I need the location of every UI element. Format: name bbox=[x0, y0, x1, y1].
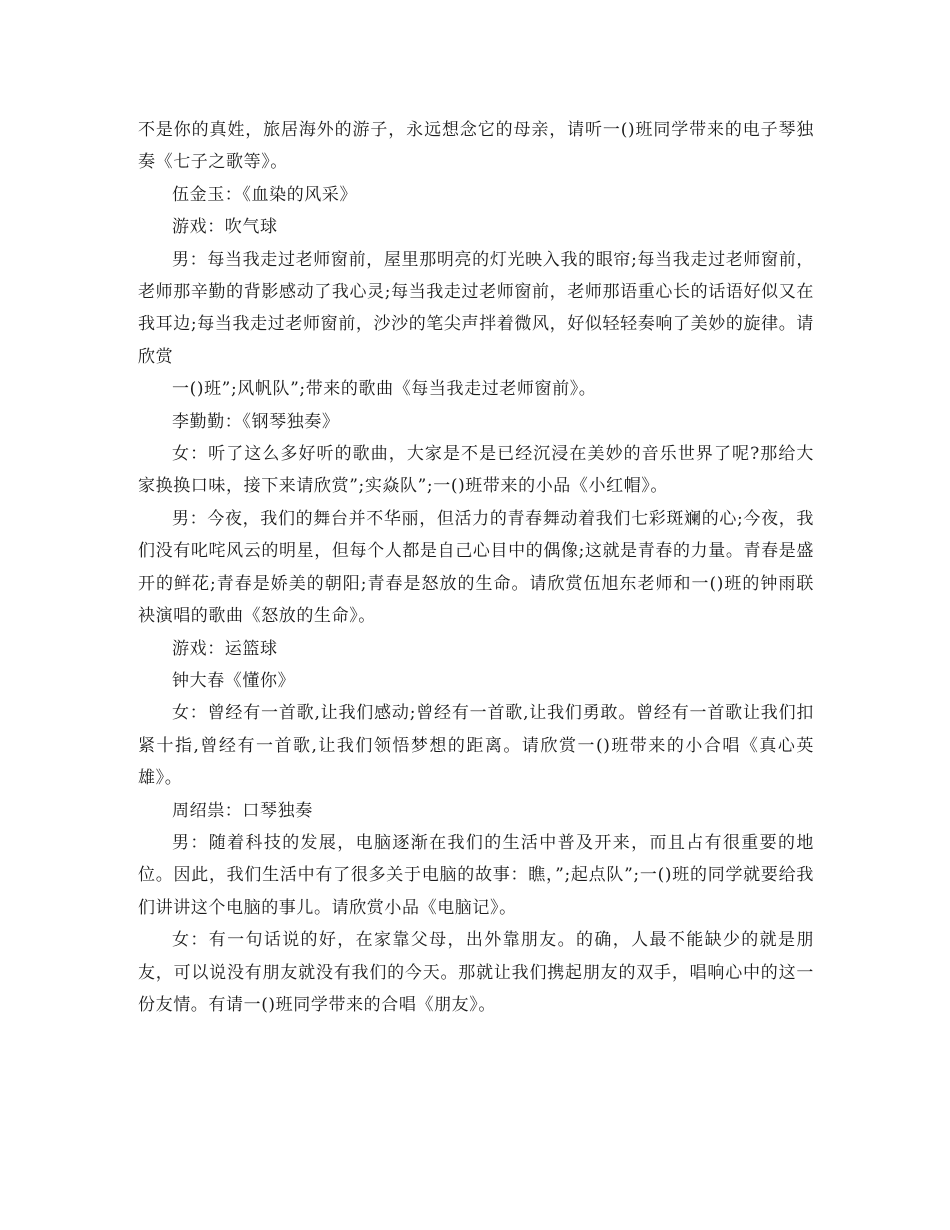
paragraph-host-female: 女：听了这么多好听的歌曲，大家是不是已经沉浸在美妙的音乐世界了呢?那给大家换换口味，接下来请欣赏”;实焱队”;一()班带来的小品《小红帽》。 bbox=[138, 444, 814, 497]
paragraph-continuation: 不是你的真姓，旅居海外的游子，永远想念它的母亲，请听一()班同学带来的电子琴独奏《七子之歌等》。 bbox=[138, 120, 814, 173]
paragraph-host-male: 男：随着科技的发展，电脑逐渐在我们的生活中普及开来，而且占有很重要的地位。因此，我们生活中有了很多关于电脑的故事：瞧，”;起点队”;一()班的同学就要给我们讲讲这个电脑的事儿。请欣赏小品《电脑记》。 bbox=[138, 832, 814, 918]
paragraph-host-male: 男：今夜，我们的舞台并不华丽，但活力的青春舞动着我们七彩斑斓的心;今夜，我们没有叱咤风云的明星，但每个人都是自己心目中的偶像;这就是青春的力量。青春是盛开的鲜花;青春是娇美的朝阳;青春是怒放的生命。请欣赏伍旭东老师和一()班的钟雨联袂演唱的歌曲《怒放的生命》。 bbox=[138, 508, 814, 627]
paragraph-program-item: 李勤勤：《钢琴独奏》 bbox=[172, 411, 340, 432]
paragraph-program-item: 钟大春《懂你》 bbox=[172, 670, 296, 691]
paragraph-host-male: 男：每当我走过老师窗前，屋里那明亮的灯光映入我的眼帘;每当我走过老师窗前，老师那辛勤的背影感动了我心灵;每当我走过老师窗前，老师那语重心长的话语好似又在我耳边;每当我走过老师窗前，沙沙的笔尖声拌着微风，好似轻轻奏响了美妙的旋律。请欣赏 bbox=[138, 249, 814, 367]
paragraph-program-item: 一()班”;风帆队”;带来的歌曲《每当我走过老师窗前》。 bbox=[172, 379, 597, 400]
paragraph-program-item: 伍金玉：《血染的风采》 bbox=[172, 184, 358, 205]
document-body bbox=[138, 114, 814, 1021]
paragraph-game: 游戏：吹气球 bbox=[172, 217, 278, 238]
paragraph-program-item: 周绍祟：口琴独奏 bbox=[172, 800, 313, 821]
paragraph-host-female: 女：有一句话说的好，在家靠父母，出外靠朋友。的确，人最不能缺少的就是朋友，可以说没有朋友就没有我们的今天。那就让我们携起朋友的双手，唱响心中的这一份友情。有请一()班同学带来的合唱《朋友》。 bbox=[138, 930, 814, 1015]
paragraph-game: 游戏：运篮球 bbox=[172, 638, 278, 659]
paragraph-host-female: 女：曾经有一首歌,让我们感动;曾经有一首歌,让我们勇敢。曾经有一首歌让我们扣紧十指,曾经有一首歌,让我们领悟梦想的距离。请欣赏一()班带来的小合唱《真心英雄》。 bbox=[138, 703, 814, 789]
